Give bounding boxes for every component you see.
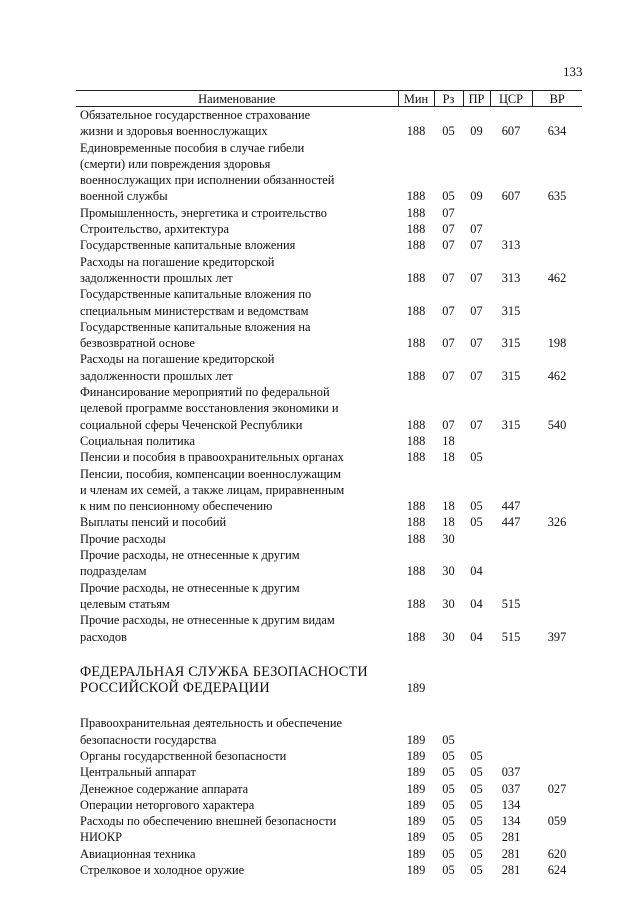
row-name-line: безвозвратной основе: [80, 336, 195, 351]
cell-pr: 07: [470, 303, 483, 318]
cell-pr: 05: [470, 748, 483, 763]
cell-rz: 18: [442, 433, 455, 448]
cell-min: 189: [406, 781, 426, 796]
row-name-line: жизни и здоровья военнослужащих: [80, 124, 268, 139]
row-name: [76, 531, 398, 547]
cell-min: 188: [406, 629, 426, 644]
cell-min: 189: [406, 732, 426, 747]
row-name-line: Промышленность, энергетика и строительство: [80, 205, 327, 220]
cell-csr: [490, 433, 532, 449]
cell-rz: 07: [442, 238, 455, 253]
row-name: [76, 466, 398, 515]
table-row: [76, 205, 582, 221]
row-name-line: Государственные капитальные вложения на: [80, 319, 311, 334]
cell-vr: [532, 829, 582, 845]
cell-rz: 05: [442, 732, 455, 747]
cell-min: 188: [406, 417, 426, 432]
cell-min: 188: [406, 596, 426, 611]
cell-rz: 05: [442, 863, 455, 878]
cell-csr: 134: [501, 814, 521, 829]
row-name-line: РОССИЙСКОЙ ФЕДЕРАЦИИ: [80, 680, 270, 697]
row-name-line: Обязательное государственное страхование: [80, 108, 311, 122]
table-row: [76, 748, 582, 764]
row-name: [76, 862, 398, 878]
cell-csr: 447: [501, 515, 521, 530]
cell-rz: 05: [442, 124, 455, 139]
row-name: [76, 748, 398, 764]
cell-pr: 07: [470, 336, 483, 351]
cell-vr: [532, 715, 582, 748]
cell-csr: 607: [501, 189, 521, 204]
column-header-min: Мин: [398, 91, 434, 107]
row-name: [76, 433, 398, 449]
cell-rz: 30: [442, 629, 455, 644]
row-name: [76, 846, 398, 862]
cell-csr: 447: [501, 499, 521, 514]
table-row: [76, 862, 582, 878]
cell-rz: 18: [442, 515, 455, 530]
cell-vr: [532, 449, 582, 465]
row-name: [76, 449, 398, 465]
cell-rz: 05: [442, 830, 455, 845]
cell-min: 189: [406, 830, 426, 845]
cell-min: 188: [406, 124, 426, 139]
cell-csr: 515: [501, 596, 521, 611]
cell-rz: 07: [442, 222, 455, 237]
cell-pr: 07: [470, 222, 483, 237]
cell-pr: 07: [470, 270, 483, 285]
cell-vr: 397: [547, 629, 567, 644]
cell-min: 189: [406, 814, 426, 829]
table-row: [76, 254, 582, 287]
cell-min: 189: [406, 846, 426, 861]
cell-vr: [532, 531, 582, 547]
row-name: [76, 664, 398, 697]
cell-csr: 607: [501, 124, 521, 139]
cell-rz: 30: [442, 564, 455, 579]
table-row: [76, 433, 582, 449]
table-row: [76, 715, 582, 748]
cell-vr: 635: [547, 189, 567, 204]
cell-vr: [532, 205, 582, 221]
cell-pr: 05: [470, 515, 483, 530]
cell-pr: 07: [470, 368, 483, 383]
row-name-line: Социальная политика: [80, 433, 195, 448]
row-name-line: Выплаты пенсий и пособий: [80, 515, 227, 530]
row-name-line: безопасности государства: [80, 732, 217, 747]
cell-rz: 07: [442, 303, 455, 318]
table-row: [76, 107, 582, 140]
column-header-pr: ПР: [463, 91, 490, 107]
cell-rz: 05: [442, 781, 455, 796]
cell-csr: 281: [501, 846, 521, 861]
row-name-line: Расходы по обеспечению внешней безопасности: [80, 814, 337, 829]
table-row: [76, 449, 582, 465]
row-name: [76, 781, 398, 797]
cell-vr: 462: [547, 270, 567, 285]
row-name-line: Авиационная техника: [80, 846, 196, 861]
cell-rz: 05: [442, 846, 455, 861]
column-header-csr: ЦСР: [490, 91, 532, 107]
table-row: [76, 351, 582, 384]
row-name-line: специальным министерствам и ведомствам: [80, 303, 309, 318]
row-name-line: Органы государственной безопасности: [80, 748, 287, 763]
row-name-line: задолженности прошлых лет: [80, 368, 233, 383]
cell-min: 189: [406, 863, 426, 878]
cell-vr: 059: [547, 814, 567, 829]
cell-pr: 05: [470, 846, 483, 861]
cell-pr: 05: [470, 781, 483, 796]
cell-csr: 515: [501, 629, 521, 644]
table-row: [76, 664, 582, 697]
row-name-line: Расходы на погашение кредиторской: [80, 352, 275, 367]
row-name-line: Центральный аппарат: [80, 765, 196, 780]
table-row: [76, 221, 582, 237]
cell-pr: 05: [470, 765, 483, 780]
cell-rz: 07: [442, 417, 455, 432]
row-name-line: Финансирование мероприятий по федеральной: [80, 385, 330, 400]
cell-rz: 18: [442, 499, 455, 514]
cell-pr: 04: [470, 596, 483, 611]
cell-pr: 09: [470, 189, 483, 204]
row-name: [76, 764, 398, 780]
cell-vr: [532, 286, 582, 319]
cell-min: 189: [406, 797, 426, 812]
row-name-line: Расходы на погашение кредиторской: [80, 254, 275, 269]
table-row: [76, 237, 582, 253]
row-name-line: Государственные капитальные вложения по: [80, 287, 312, 302]
cell-rz: 05: [442, 189, 455, 204]
page-number: 133: [563, 64, 583, 79]
table-row: [76, 612, 582, 645]
cell-csr: 037: [501, 781, 521, 796]
cell-csr: [490, 715, 532, 748]
row-name-line: Прочие расходы, не отнесенные к другим: [80, 548, 300, 563]
cell-pr: 04: [470, 564, 483, 579]
cell-rz: 07: [442, 336, 455, 351]
cell-pr: 05: [470, 814, 483, 829]
cell-min: 189: [406, 681, 426, 696]
cell-vr: [532, 797, 582, 813]
row-name: [76, 254, 398, 287]
cell-csr: 281: [501, 830, 521, 845]
table-row: [76, 813, 582, 829]
cell-min: 188: [406, 499, 426, 514]
row-name-line: Правоохранительная деятельность и обеспечение: [80, 716, 343, 731]
row-name-line: Стрелковое и холодное оружие: [80, 863, 245, 878]
cell-rz: 07: [442, 368, 455, 383]
cell-csr: 313: [501, 270, 521, 285]
cell-rz: 05: [442, 748, 455, 763]
table-row: [76, 797, 582, 813]
budget-table: [76, 90, 582, 878]
cell-csr: 134: [501, 797, 521, 812]
cell-rz: 05: [442, 765, 455, 780]
cell-csr: [490, 664, 532, 697]
column-header-vr: ВР: [532, 91, 582, 107]
cell-rz: 07: [442, 270, 455, 285]
cell-vr: 620: [547, 846, 567, 861]
cell-vr: 027: [547, 781, 567, 796]
cell-min: 188: [406, 205, 426, 220]
cell-pr: [463, 531, 490, 547]
cell-vr: 624: [547, 863, 567, 878]
cell-vr: [532, 466, 582, 515]
cell-min: 188: [406, 515, 426, 530]
table-row: [76, 514, 582, 530]
cell-vr: 462: [547, 368, 567, 383]
row-name-line: Строительство, архитектура: [80, 222, 229, 237]
cell-min: 188: [406, 270, 426, 285]
row-name-line: НИОКР: [80, 830, 122, 845]
cell-vr: [532, 237, 582, 253]
row-name: [76, 107, 398, 140]
table-row: [76, 140, 582, 205]
table-row: [76, 286, 582, 319]
cell-pr: 05: [470, 830, 483, 845]
cell-rz: 18: [442, 450, 455, 465]
cell-rz: 05: [442, 814, 455, 829]
cell-csr: [490, 221, 532, 237]
table-row: [76, 384, 582, 433]
row-name: [76, 715, 398, 748]
cell-min: 188: [406, 531, 426, 546]
cell-pr: [463, 715, 490, 748]
cell-min: 189: [406, 748, 426, 763]
cell-min: 188: [406, 564, 426, 579]
row-name: [76, 205, 398, 221]
row-name: [76, 140, 398, 205]
row-name-line: Прочие расходы, не отнесенные к другим: [80, 580, 300, 595]
cell-min: 188: [406, 238, 426, 253]
cell-pr: 05: [470, 797, 483, 812]
row-name-line: к ним по пенсионному обеспечению: [80, 499, 273, 514]
row-name-line: военнослужащих при исполнении обязанностей: [80, 173, 335, 188]
cell-vr: [532, 221, 582, 237]
row-name-line: задолженности прошлых лет: [80, 270, 233, 285]
table-row: [76, 829, 582, 845]
cell-csr: [490, 547, 532, 580]
cell-csr: 315: [501, 336, 521, 351]
row-name: [76, 237, 398, 253]
row-name: [76, 829, 398, 845]
cell-vr: [532, 547, 582, 580]
row-name: [76, 351, 398, 384]
table-row: [76, 764, 582, 780]
cell-csr: 315: [501, 368, 521, 383]
cell-pr: [463, 664, 490, 697]
cell-csr: [490, 531, 532, 547]
cell-csr: 315: [501, 417, 521, 432]
row-name: [76, 612, 398, 645]
table-row: [76, 781, 582, 797]
cell-vr: [532, 580, 582, 613]
row-name-line: и членам их семей, а также лицам, приравненным: [80, 482, 345, 497]
row-name-line: расходов: [80, 629, 127, 644]
row-name: [76, 319, 398, 352]
row-name-line: Пенсии и пособия в правоохранительных органах: [80, 450, 344, 465]
table-body: [76, 107, 582, 879]
row-name: [76, 580, 398, 613]
row-name: [76, 797, 398, 813]
table-row: [76, 319, 582, 352]
row-name: [76, 221, 398, 237]
row-name-line: подразделам: [80, 564, 147, 579]
row-name-line: Государственные капитальные вложения: [80, 238, 296, 253]
table-header-row: [76, 91, 582, 107]
table-row: [76, 846, 582, 862]
row-name: [76, 813, 398, 829]
cell-vr: [532, 664, 582, 697]
row-name-line: Единовременные пособия в случае гибели: [80, 140, 305, 155]
cell-rz: 30: [442, 531, 455, 546]
row-name-line: целевой программе восстановления экономики и: [80, 401, 339, 416]
cell-rz: 07: [442, 205, 455, 220]
cell-vr: 634: [547, 124, 567, 139]
cell-min: 188: [406, 368, 426, 383]
cell-min: 188: [406, 450, 426, 465]
cell-pr: 09: [470, 124, 483, 139]
cell-pr: 04: [470, 629, 483, 644]
cell-pr: 07: [470, 238, 483, 253]
table-row: [76, 531, 582, 547]
table-row: [76, 580, 582, 613]
cell-min: 188: [406, 222, 426, 237]
cell-min: 188: [406, 336, 426, 351]
row-name-line: Операции неторгового характера: [80, 797, 255, 812]
row-name-line: ФЕДЕРАЛЬНАЯ СЛУЖБА БЕЗОПАСНОСТИ: [80, 663, 368, 680]
row-name: [76, 286, 398, 319]
column-header-name: Наименование: [76, 91, 398, 107]
row-name-line: военной службы: [80, 189, 168, 204]
row-name-line: Денежное содержание аппарата: [80, 781, 249, 796]
cell-vr: [532, 764, 582, 780]
cell-vr: 326: [547, 515, 567, 530]
cell-vr: [532, 748, 582, 764]
cell-min: 188: [406, 433, 426, 448]
row-name-line: социальной сферы Чеченской Республики: [80, 417, 303, 432]
table-row: [76, 466, 582, 515]
spacer-row: [76, 696, 582, 715]
cell-csr: [490, 449, 532, 465]
cell-pr: [463, 433, 490, 449]
cell-rz: [434, 664, 463, 697]
cell-csr: [490, 205, 532, 221]
cell-pr: 05: [470, 499, 483, 514]
row-name: [76, 384, 398, 433]
cell-csr: [490, 748, 532, 764]
cell-rz: 30: [442, 596, 455, 611]
cell-vr: 540: [547, 417, 567, 432]
cell-min: 188: [406, 303, 426, 318]
cell-pr: 07: [470, 417, 483, 432]
cell-csr: 281: [501, 863, 521, 878]
cell-csr: 037: [501, 765, 521, 780]
cell-vr: 198: [547, 336, 567, 351]
row-name-line: Прочие расходы: [80, 531, 166, 546]
row-name: [76, 514, 398, 530]
cell-csr: 313: [501, 238, 521, 253]
cell-pr: 05: [470, 450, 483, 465]
row-name-line: (смерти) или повреждения здоровья: [80, 156, 271, 171]
cell-csr: 315: [501, 303, 521, 318]
cell-pr: [463, 205, 490, 221]
row-name-line: Прочие расходы, не отнесенные к другим видам: [80, 613, 335, 628]
column-header-rz: Рз: [434, 91, 463, 107]
row-name-line: целевым статьям: [80, 596, 170, 611]
cell-rz: 05: [442, 797, 455, 812]
row-name: [76, 547, 398, 580]
row-name-line: Пенсии, пособия, компенсации военнослужащим: [80, 466, 341, 481]
table-row: [76, 547, 582, 580]
cell-min: 189: [406, 765, 426, 780]
spacer-row: [76, 645, 582, 664]
cell-min: 188: [406, 189, 426, 204]
cell-vr: [532, 433, 582, 449]
cell-pr: 05: [470, 863, 483, 878]
